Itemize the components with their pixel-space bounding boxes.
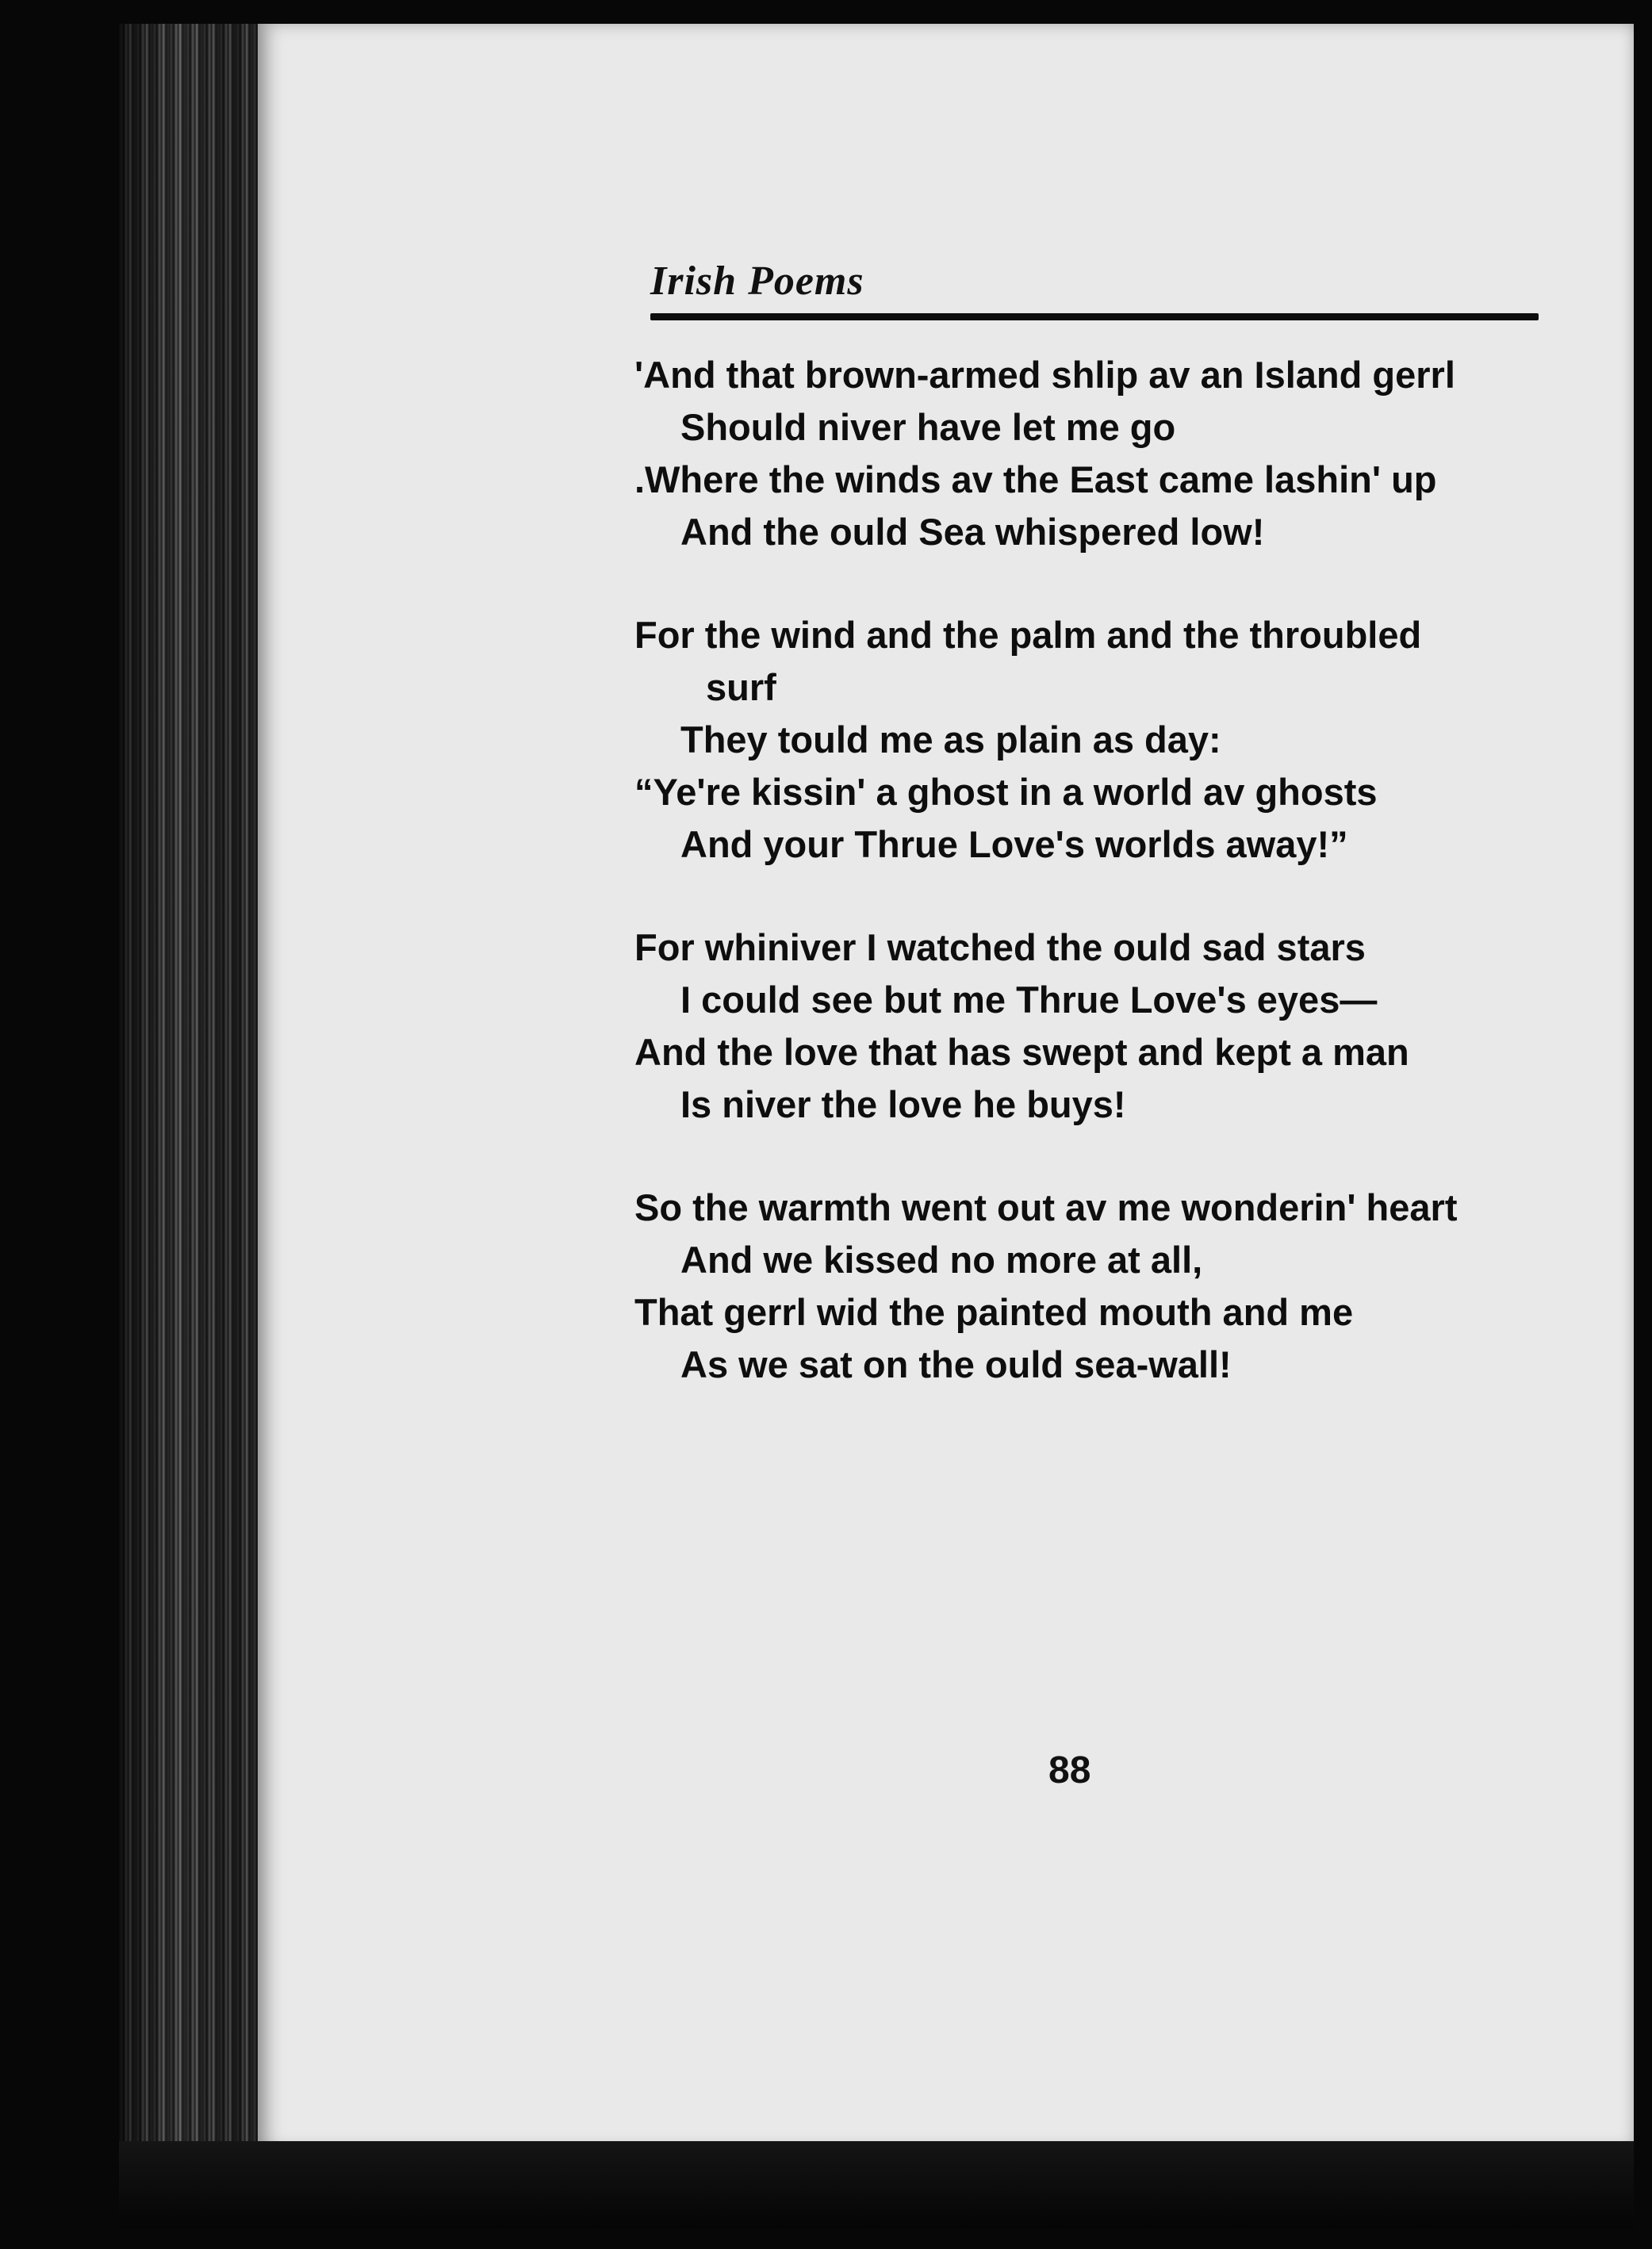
- header-rule: [650, 313, 1539, 320]
- stanza-1: [634, 349, 1586, 558]
- poem-line: 'And that brown-armed shlip av an Island gerrl: [634, 354, 1455, 396]
- poem-line: And the ould Sea whispered low!: [680, 511, 1265, 553]
- poem-line: Should niver have let me go: [680, 406, 1176, 448]
- poem-line: .Where the winds av the East came lashin' up: [634, 458, 1437, 500]
- page-number: 88: [1048, 1749, 1091, 1791]
- poem-line: surf: [706, 666, 776, 708]
- stanza-4: [634, 1182, 1586, 1391]
- stanza-3: [634, 921, 1586, 1131]
- poem-line: Is niver the love he buys!: [680, 1083, 1126, 1125]
- poem-body: [634, 349, 1586, 1391]
- poem-line: And we kissed no more at all,: [680, 1239, 1203, 1281]
- page-edges-shadow: [119, 24, 258, 2165]
- poem-line: They tould me as plain as day:: [680, 718, 1221, 761]
- poem-line: For whiniver I watched the ould sad stars: [634, 926, 1366, 968]
- poem-line: So the warmth went out av me wonderin' heart: [634, 1186, 1458, 1228]
- poem-line: I could see but me Thrue Love's eyes—: [680, 979, 1378, 1021]
- poem-line: “Ye're kissin' a ghost in a world av ghosts: [634, 771, 1378, 813]
- page-bottom-shadow: [119, 2141, 1634, 2228]
- stanza-2: [634, 609, 1586, 871]
- poem-line: That gerrl wid the painted mouth and me: [634, 1291, 1354, 1333]
- running-header: Irish Poems: [650, 259, 864, 304]
- poem-line: And your Thrue Love's worlds away!”: [680, 823, 1348, 865]
- poem-line: And the love that has swept and kept a man: [634, 1031, 1409, 1073]
- poem-line: As we sat on the ould sea-wall!: [680, 1343, 1232, 1385]
- poem-line: For the wind and the palm and the throubled: [634, 614, 1422, 656]
